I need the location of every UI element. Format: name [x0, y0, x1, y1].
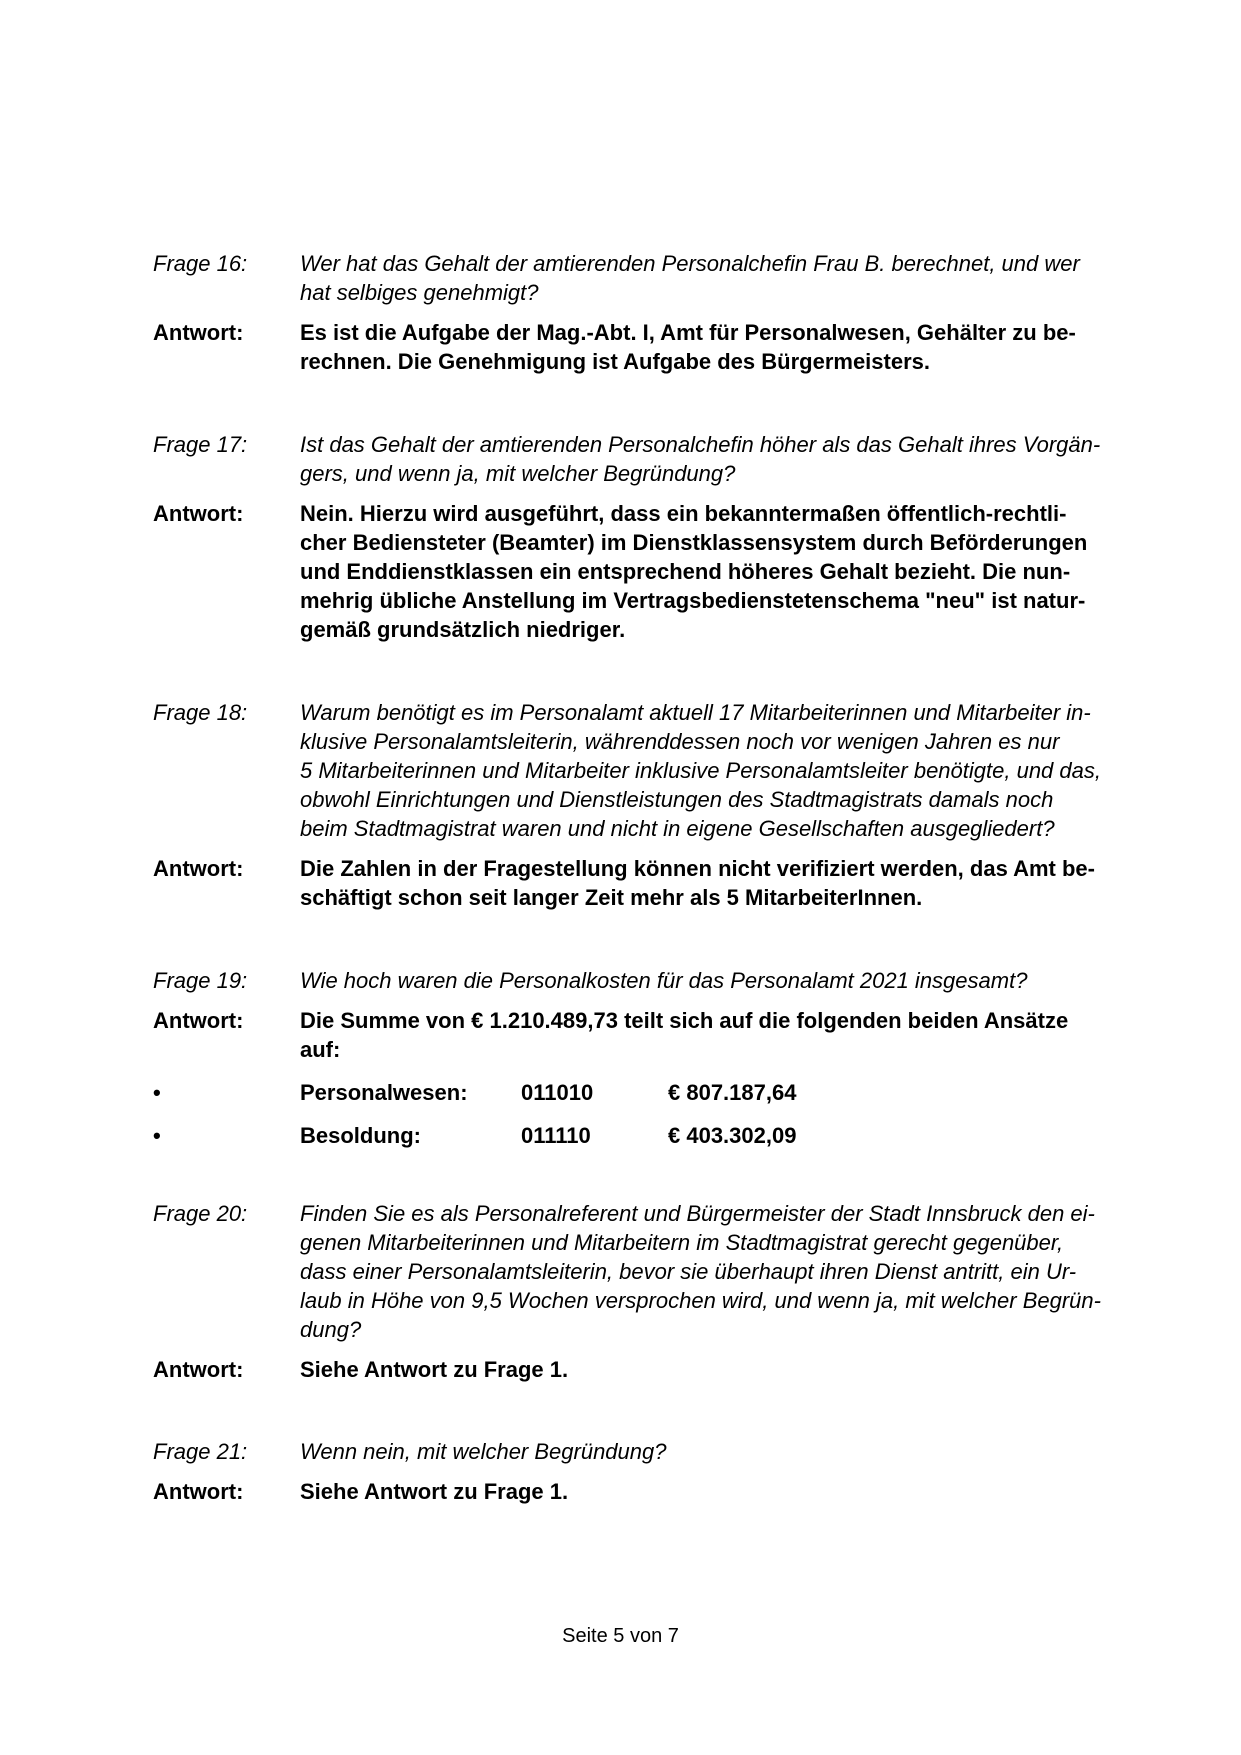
question-line: Finden Sie es als Personalreferent und Bürgermeister der Stadt Innsbruck den ei-: [300, 1201, 1095, 1226]
answer-text: [300, 1477, 1143, 1506]
answer-row: [153, 854, 1143, 912]
question-line: beim Stadtmagistrat waren und nicht in eigene Gesellschaften ausgegliedert?: [300, 816, 1055, 841]
cost-item-amount: € 807.187,64: [668, 1080, 797, 1105]
qa-block-16: [153, 249, 1143, 376]
question-label: Frage 20:: [153, 1201, 248, 1226]
cost-item-amount: € 403.302,09: [668, 1123, 797, 1148]
answer-row: [153, 1355, 1143, 1384]
question-line: klusive Personalamtsleiterin, währenddessen noch vor wenigen Jahren es nur: [300, 729, 1060, 754]
answer-label: Antwort:: [153, 320, 244, 345]
question-row: [153, 430, 1143, 488]
answer-text: [300, 318, 1143, 376]
question-line: dass einer Personalamtsleiterin, bevor sie überhaupt ihren Dienst antritt, ein Ur-: [300, 1259, 1077, 1284]
answer-line: Es ist die Aufgabe der Mag.-Abt. I, Amt für Personalwesen, Gehälter zu be-: [300, 320, 1076, 345]
question-line: Wie hoch waren die Personalkosten für das Personalamt 2021 insgesamt?: [300, 968, 1028, 993]
question-label: Frage 19:: [153, 968, 248, 993]
answer-line: Siehe Antwort zu Frage 1.: [300, 1479, 569, 1504]
cost-item-name: Besoldung:: [300, 1123, 421, 1148]
question-line: obwohl Einrichtungen und Dienstleistungen des Stadtmagistrats damals noch: [300, 787, 1054, 812]
answer-line: Siehe Antwort zu Frage 1.: [300, 1357, 569, 1382]
answer-label: Antwort:: [153, 1008, 244, 1033]
question-line: Wer hat das Gehalt der amtierenden Personalchefin Frau B. berechnet, und wer: [300, 251, 1080, 276]
question-line: Wenn nein, mit welcher Begründung?: [300, 1439, 667, 1464]
answer-row: [153, 499, 1143, 644]
answer-label: Antwort:: [153, 1479, 244, 1504]
answer-text: [300, 499, 1143, 644]
answer-line: Die Zahlen in der Fragestellung können nicht verifiziert werden, das Amt be-: [300, 856, 1095, 881]
question-text: [300, 1437, 1143, 1466]
question-row: [153, 249, 1143, 307]
answer-line: rechnen. Die Genehmigung ist Aufgabe des Bürgermeisters.: [300, 349, 930, 374]
question-line: genen Mitarbeiterinnen und Mitarbeitern im Stadtmagistrat gerecht gegenüber,: [300, 1230, 1064, 1255]
question-label: Frage 17:: [153, 432, 248, 457]
qa-block-18: [153, 698, 1143, 912]
answer-line: gemäß grundsätzlich niedriger.: [300, 617, 626, 642]
qa-block-17: [153, 430, 1143, 644]
answer-text: [300, 1006, 1143, 1064]
question-text: [300, 1199, 1143, 1344]
answer-label: Antwort:: [153, 1357, 244, 1382]
question-line: Ist das Gehalt der amtierenden Personalchefin höher als das Gehalt ihres Vorgän-: [300, 432, 1101, 457]
question-line: gers, und wenn ja, mit welcher Begründung?: [300, 461, 736, 486]
page-number: Seite 5 von 7: [562, 1625, 679, 1647]
question-label: Frage 21:: [153, 1439, 248, 1464]
answer-line: Die Summe von € 1.210.489,73 teilt sich auf die folgenden beiden Ansätze: [300, 1008, 1069, 1033]
answer-label: Antwort:: [153, 856, 244, 881]
question-line: dung?: [300, 1317, 362, 1342]
answer-row: [153, 1477, 1143, 1506]
question-text: [300, 966, 1143, 995]
cost-breakdown-list: [153, 1078, 1143, 1150]
cost-item-code: 011110: [521, 1123, 591, 1148]
answer-line: schäftigt schon seit langer Zeit mehr als 5 MitarbeiterInnen.: [300, 885, 923, 910]
answer-label: Antwort:: [153, 501, 244, 526]
answer-line: cher Bediensteter (Beamter) im Dienstklassensystem durch Beförderungen: [300, 530, 1088, 555]
question-row: [153, 966, 1143, 995]
cost-item-name: Personalwesen:: [300, 1080, 468, 1105]
answer-text: [300, 854, 1143, 912]
qa-block-21: [153, 1437, 1143, 1506]
answer-line: auf:: [300, 1037, 341, 1062]
answer-row: [153, 1006, 1143, 1064]
bullet-icon: •: [153, 1123, 161, 1148]
question-text: [300, 430, 1143, 488]
answer-text: [300, 1355, 1143, 1384]
question-label: Frage 18:: [153, 700, 248, 725]
question-line: hat selbiges genehmigt?: [300, 280, 539, 305]
list-item: [153, 1121, 1143, 1150]
qa-block-20: [153, 1199, 1143, 1384]
cost-item-code: 011010: [521, 1080, 594, 1105]
answer-line: mehrig übliche Anstellung im Vertragsbedienstetenschema "neu" ist natur-: [300, 588, 1086, 613]
question-line: laub in Höhe von 9,5 Wochen versprochen wird, und wenn ja, mit welcher Begrün-: [300, 1288, 1101, 1313]
question-line: 5 Mitarbeiterinnen und Mitarbeiter inklusive Personalamtsleiter benötigte, und das,: [300, 758, 1101, 783]
question-row: [153, 1199, 1143, 1344]
list-item: [153, 1078, 1143, 1107]
question-row: [153, 1437, 1143, 1466]
answer-line: Nein. Hierzu wird ausgeführt, dass ein bekanntermaßen öffentlich-rechtli-: [300, 501, 1067, 526]
qa-block-19: [153, 966, 1143, 1150]
answer-line: und Enddienstklassen ein entsprechend höheres Gehalt bezieht. Die nun-: [300, 559, 1071, 584]
question-row: [153, 698, 1143, 843]
bullet-icon: •: [153, 1080, 161, 1105]
question-label: Frage 16:: [153, 251, 248, 276]
answer-row: [153, 318, 1143, 376]
question-text: [300, 698, 1143, 843]
question-line: Warum benötigt es im Personalamt aktuell 17 Mitarbeiterinnen und Mitarbeiter in-: [300, 700, 1091, 725]
question-text: [300, 249, 1143, 307]
